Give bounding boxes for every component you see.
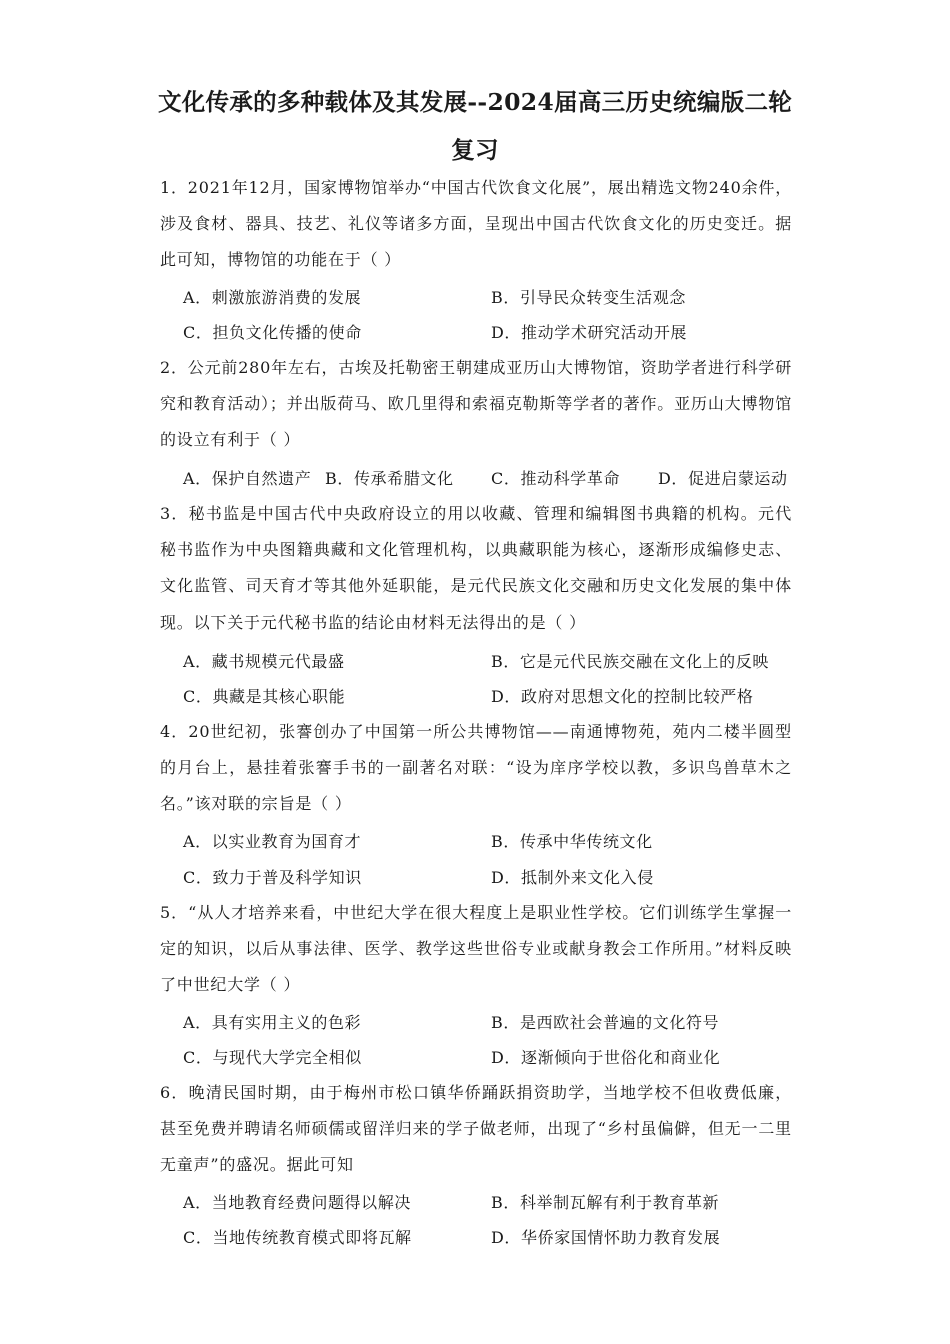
question-2-option-c[interactable]: C．推动科学革命 (491, 469, 621, 488)
question-6-option-d[interactable]: D．华侨家国情怀助力教育发展 (491, 1228, 721, 1247)
question-2-option-a[interactable]: A．保护自然遗产 (183, 469, 312, 488)
question-6-option-a[interactable]: A．当地教育经费问题得以解决 (183, 1193, 411, 1212)
question-5-stem: 5．“从人才培养来看，中世纪大学在很大程度上是职业性学校。它们训练学生掌握一定的知识，以后从事法律、医学、教学这些世俗专业或献身教会工作所用。”材料反映了中世纪大学（ ） (160, 903, 792, 995)
question-3-option-c[interactable]: C．典藏是其核心职能 (183, 687, 346, 706)
question-6-stem: 6．晚清民国时期，由于梅州市松口镇华侨踊跃捐资助学，当地学校不但收费低廉，甚至免费并聘请名师硕儒或留洋归来的学子做老师，出现了“乡村虽偏僻，但无一二里无童声”的盛况。据此可知 (160, 1083, 792, 1175)
question-4-option-c[interactable]: C．致力于普及科学知识 (183, 868, 362, 887)
question-5-option-b[interactable]: B．是西欧社会普遍的文化符号 (491, 1013, 720, 1032)
question-1-option-b[interactable]: B．引导民众转变生活观念 (491, 288, 686, 307)
question-1-option-d[interactable]: D．推动学术研究活动开展 (491, 323, 688, 342)
document-title: 文化传承的多种载体及其发展--2024届高三历史统编版二轮 (157, 88, 793, 116)
document-title-continued: 复习 (451, 136, 499, 164)
question-5-option-c[interactable]: C．与现代大学完全相似 (183, 1048, 362, 1067)
question-2-option-d[interactable]: D．促进启蒙运动 (658, 469, 788, 488)
question-6-option-c[interactable]: C．当地传统教育模式即将瓦解 (183, 1228, 412, 1247)
question-3-option-a[interactable]: A．藏书规模元代最盛 (183, 652, 345, 671)
question-1-option-a[interactable]: A．刺激旅游消费的发展 (183, 288, 362, 307)
question-2-stem: 2．公元前280年左右，古埃及托勒密王朝建成亚历山大博物馆，资助学者进行科学研究和教育活动）；并出版荷马、欧几里得和索福克勒斯等学者的著作。亚历山大博物馆的设立有利于（ ） (160, 358, 792, 450)
question-2-option-b[interactable]: B．传承希腊文化 (325, 469, 454, 488)
question-3-stem: 3．秘书监是中国古代中央政府设立的用以收藏、管理和编辑图书典籍的机构。元代秘书监作为中央图籍典藏和文化管理机构，以典藏职能为核心，逐渐形成编修史志、文化监管、司天育才等其他外延职能，是元代民族文化交融和历史文化发展的集中体现。以下关于元代秘书监的结论由材料无法得出的是（ ） (160, 504, 792, 632)
question-6-option-b[interactable]: B．科举制瓦解有利于教育革新 (491, 1193, 720, 1212)
question-1-stem: 1．2021年12月，国家博物馆举办“中国古代饮食文化展”，展出精选文物240余件，涉及食材、器具、技艺、礼仪等诸多方面，呈现出中国古代饮食文化的历史变迁。据此可知，博物馆的功能在于（ ） (160, 178, 792, 270)
question-4-option-b[interactable]: B．传承中华传统文化 (491, 832, 653, 851)
question-4-stem: 4．20世纪初，张謇创办了中国第一所公共博物馆——南通博物苑，苑内二楼半圆型的月台上，悬挂着张謇手书的一副著名对联：“设为庠序学校以教，多识鸟兽草木之名。”该对联的宗旨是（ ） (160, 722, 792, 814)
question-4-option-d[interactable]: D．抵制外来文化入侵 (491, 868, 654, 887)
question-5-option-d[interactable]: D．逐渐倾向于世俗化和商业化 (491, 1048, 721, 1067)
question-5-option-a[interactable]: A．具有实用主义的色彩 (183, 1013, 362, 1032)
question-3-option-d[interactable]: D．政府对思想文化的控制比较严格 (491, 687, 754, 706)
question-3-option-b[interactable]: B．它是元代民族交融在文化上的反映 (491, 652, 769, 671)
question-1-option-c[interactable]: C．担负文化传播的使命 (183, 323, 362, 342)
question-4-option-a[interactable]: A．以实业教育为国育才 (183, 832, 362, 851)
